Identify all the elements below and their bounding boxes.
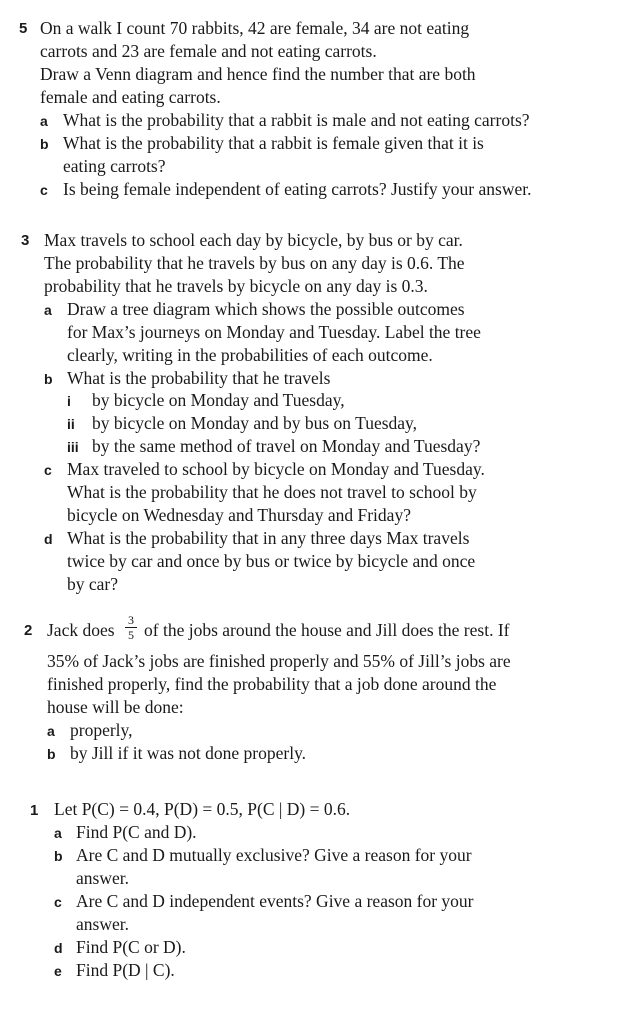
question-text-line: probability that he travels by bicycle on any day is 0.3. [44,276,428,296]
question-text-line: Draw a Venn diagram and hence find the number that are both [40,64,476,84]
part-label: b [40,136,49,152]
part-text-line: bicycle on Wednesday and Thursday and Friday? [67,505,411,525]
part-text-line: Draw a tree diagram which shows the possible outcomes [67,299,465,319]
question-number: 2 [24,622,33,639]
question-text-line: Jack does [47,620,115,640]
subpart-text: by bicycle on Monday and by bus on Tuesday, [92,413,418,433]
subpart-text: by the same method of travel on Monday and Tuesday? [92,436,481,456]
part-label: a [40,113,48,129]
part-text-line: twice by car and once by bus or twice by bicycle and once [67,551,476,571]
fraction-denominator: 5 [128,628,134,642]
question-text-line: house will be done: [47,697,184,717]
subpart-label: i [67,393,71,409]
part-text-line: What is the probability that he travels [67,368,331,388]
part-label: b [47,746,56,762]
part-label: a [44,302,52,318]
part-label: b [54,848,63,864]
part-label: a [54,825,62,841]
subpart-label: ii [67,416,75,432]
fraction [125,614,137,641]
question-text-line: carrots and 23 are female and not eating carrots. [40,41,377,61]
part-text-line: clearly, writing in the probabilities of each outcome. [67,345,433,365]
part-label: b [44,371,53,387]
question-number: 3 [21,232,30,249]
part-label: c [44,462,52,478]
part-text-line: Are C and D mutually exclusive? Give a reason for your [76,845,472,865]
part-text: by Jill if it was not done properly. [70,743,307,763]
part-label: c [40,182,48,198]
part-text-line: for Max’s journeys on Monday and Tuesday. Label the tree [67,322,481,342]
question-text-line: Let P(C) = 0.4, P(D) = 0.5, P(C | D) = 0.6. [54,799,351,819]
part-text-line: Are C and D independent events? Give a reason for your [76,891,474,911]
part-text-line: What is the probability that a rabbit is male and not eating carrots? [63,110,530,130]
part-label: d [44,531,53,547]
part-text-line: What is the probability that a rabbit is female given that it is [63,133,484,153]
part-text-line: Find P(D | C). [76,960,175,980]
part-text-line: What is the probability that he does not travel to school by [67,482,477,502]
part-text-line: Find P(C and D). [76,822,197,842]
subpart-label: iii [67,439,79,455]
part-text-line: Max traveled to school by bicycle on Monday and Tuesday. [67,459,485,479]
part-text-line: answer. [76,868,129,888]
subpart-text: by bicycle on Monday and Tuesday, [92,390,345,410]
question-text-line: 35% of Jack’s jobs are finished properly and 55% of Jill’s jobs are [47,651,511,671]
part-text-line: Find P(C or D). [76,937,186,957]
part-text-line: Is being female independent of eating carrots? Justify your answer. [63,179,532,199]
question-text-line: finished properly, find the probability that a job done around the [47,674,497,694]
part-label: d [54,940,63,956]
part-label: a [47,723,55,739]
question-number: 1 [30,802,39,819]
question-text-line: Max travels to school each day by bicycle, by bus or by car. [44,230,463,250]
part-text-line: answer. [76,914,129,934]
part-text-line: What is the probability that in any three days Max travels [67,528,470,548]
question-text-line: female and eating carrots. [40,87,221,107]
part-label: e [54,963,62,979]
part-label: c [54,894,62,910]
part-text-line: by car? [67,574,119,594]
question-number: 5 [19,20,28,37]
part-text-line: eating carrots? [63,156,166,176]
question-text-line: On a walk I count 70 rabbits, 42 are female, 34 are not eating [40,18,470,38]
question-text-line: of the jobs around the house and Jill does the rest. If [144,620,510,640]
fraction-numerator: 3 [125,614,137,628]
question-text-line: The probability that he travels by bus on any day is 0.6. The [44,253,465,273]
part-text: properly, [70,720,133,740]
